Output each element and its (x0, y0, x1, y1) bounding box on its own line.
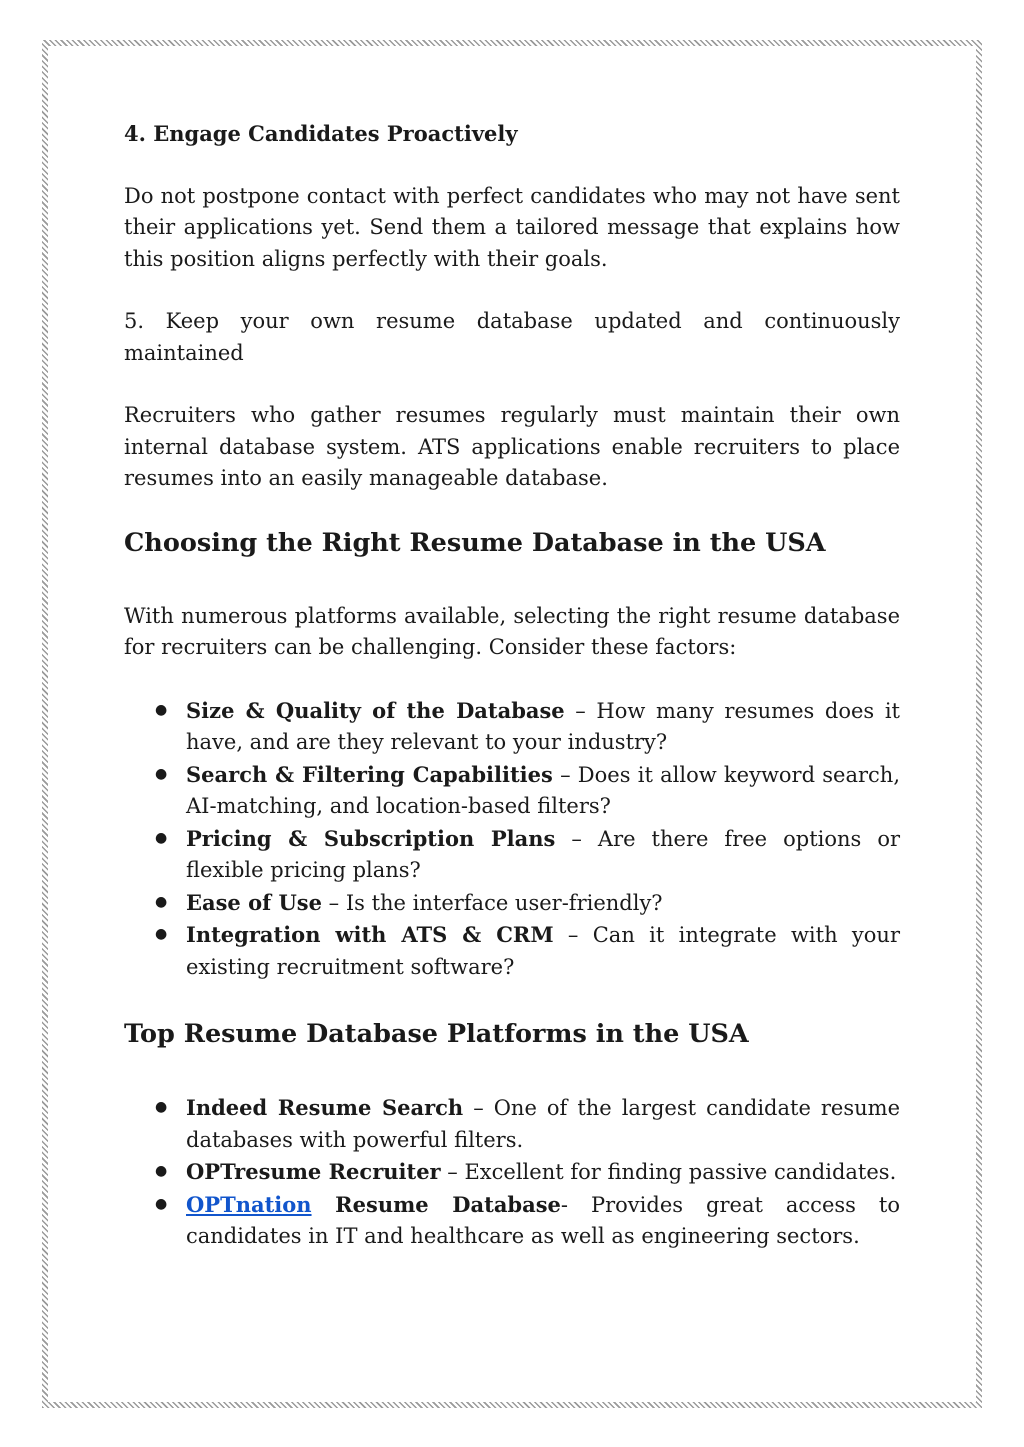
list-item (186, 1189, 900, 1253)
factor-term: Size & Quality of the Database (186, 697, 565, 723)
document-content (124, 118, 900, 1253)
list-item (186, 823, 900, 887)
platforms-list (124, 1092, 900, 1253)
section-5-body: Recruiters who gather resumes regularly must maintain their own internal database system. ATS applications enable recruiters to place resumes into an easily manageable database. (124, 403, 900, 490)
section-5-heading: 5. Keep your own resume database updated and continuously maintained (124, 309, 900, 365)
platform-term: Indeed Resume Search (186, 1095, 464, 1120)
factors-list (124, 695, 900, 984)
list-item (186, 1156, 900, 1189)
platform-desc: – One of the largest candidate resume databases with powerful filters. (186, 1096, 900, 1152)
factor-desc: – Can it integrate with your existing recruitment software? (186, 923, 900, 979)
factor-term: Pricing & Subscription Plans (186, 825, 556, 851)
factor-term: Search & Filtering Capabilities (186, 761, 553, 787)
choosing-heading: Choosing the Right Resume Database in the USA (124, 527, 826, 558)
factor-desc: – Is the interface user-friendly? (321, 890, 663, 915)
list-item (186, 919, 900, 983)
platform-term: OPTresume Recruiter (186, 1159, 441, 1184)
choosing-intro: With numerous platforms available, selecting the right resume database for recruiters can be challenging. Consider these factors: (124, 603, 900, 659)
platforms-heading: Top Resume Database Platforms in the USA (124, 1019, 749, 1049)
list-item (186, 887, 900, 920)
section-4-body: Do not postpone contact with perfect candidates who may not have sent their applications yet. Send them a tailored message that explains how this position aligns perfectly with their goals. (124, 183, 900, 271)
platform-desc: - Provides great access to candidates in IT and healthcare as well as engineering sectors. (186, 1192, 900, 1248)
optnation-link[interactable]: OPTnation (186, 1191, 312, 1217)
platform-term: Resume Database (311, 1191, 561, 1217)
factor-desc: – Does it allow keyword search, AI-matching, and location-based filters? (186, 762, 901, 818)
section-4-heading: 4. Engage Candidates Proactively (124, 121, 518, 146)
factor-desc: – Are there free options or flexible pricing plans? (186, 826, 901, 882)
factor-term: Integration with ATS & CRM (186, 922, 554, 947)
factor-term: Ease of Use (186, 889, 322, 915)
list-item (186, 695, 900, 759)
platform-desc: – Excellent for finding passive candidates. (440, 1160, 897, 1184)
list-item (186, 1092, 900, 1156)
factor-desc: – How many resumes does it have, and are they relevant to your industry? (186, 698, 900, 754)
list-item (186, 759, 900, 823)
